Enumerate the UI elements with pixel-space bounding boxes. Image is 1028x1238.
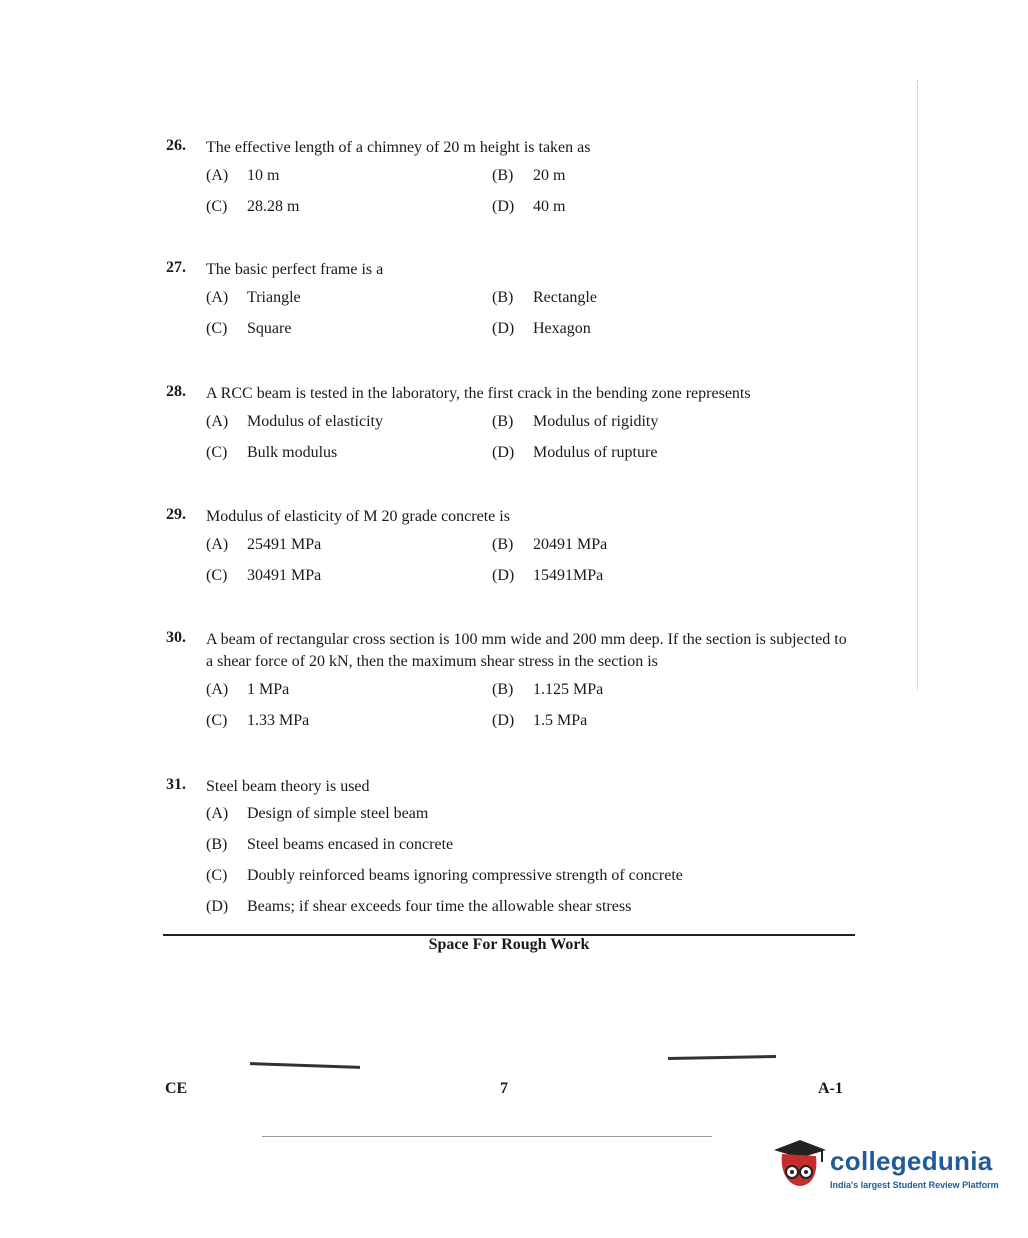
option-a: (A) Design of simple steel beam (206, 804, 429, 822)
question-number: 29. (166, 506, 186, 523)
question-text: A RCC beam is tested in the laboratory, the first crack in the bending zone represents (206, 385, 751, 402)
option-b: (B) 1.125 MPa (492, 681, 604, 698)
option-c: (C) Square (206, 320, 292, 337)
question-number: 30. (166, 629, 186, 646)
question-text: Steel beam theory is used (206, 778, 370, 795)
question-29 (166, 506, 866, 590)
option-c: (C) 28.28 m (206, 198, 300, 215)
option-c: (C) Bulk modulus (206, 444, 338, 461)
question-text: A beam of rectangular cross section is 100 mm wide and 200 mm deep. If the section is subjected to a shear force of 20 kN, then the maximum shear stress in the section is (206, 631, 847, 670)
option-c: (C) 1.33 MPa (206, 712, 310, 729)
margin-line (917, 80, 918, 690)
option-a: (A) Modulus of elasticity (206, 413, 383, 430)
option-a: (A) Triangle (206, 289, 301, 306)
question-text: Modulus of elasticity of M 20 grade concrete is (206, 508, 510, 525)
logo-wordmark: collegedunia (830, 1146, 993, 1176)
question-30 (166, 629, 856, 735)
scan-mark (250, 1062, 360, 1069)
footer-code: CE (165, 1080, 188, 1097)
question-28 (166, 383, 866, 467)
question-number: 31. (166, 776, 186, 793)
rough-work-heading: Space For Rough Work (428, 936, 590, 953)
question-text: The effective length of a chimney of 20 m height is taken as (206, 139, 591, 156)
question-27 (166, 259, 866, 343)
option-d: (D) Beams; if shear exceeds four time the allowable shear stress (206, 897, 632, 915)
option-a: (A) 25491 MPa (206, 536, 322, 553)
question-number: 27. (166, 259, 186, 276)
option-b: (B) Steel beams encased in concrete (206, 835, 454, 853)
option-b: (B) 20491 MPa (492, 536, 608, 553)
question-31 (166, 776, 866, 922)
option-c: (C) 30491 MPa (206, 567, 322, 584)
question-number: 28. (166, 383, 186, 400)
option-d: (D) Modulus of rupture (492, 444, 658, 461)
option-d: (D) Hexagon (492, 320, 591, 337)
question-26 (166, 137, 866, 221)
option-d: (D) 40 m (492, 198, 566, 215)
scan-mark (668, 1055, 776, 1060)
collegedunia-logo (770, 1132, 1000, 1202)
option-a: (A) 10 m (206, 167, 280, 184)
logo-tagline: India's largest Student Review Platform (830, 1180, 999, 1190)
option-a: (A) 1 MPa (206, 681, 290, 698)
option-c: (C) Doubly reinforced beams ignoring compressive strength of concrete (206, 866, 683, 884)
option-b: (B) 20 m (492, 167, 566, 184)
option-b: (B) Modulus of rigidity (492, 413, 659, 430)
question-number: 26. (166, 137, 186, 154)
footer-version: A-1 (818, 1080, 843, 1097)
mascot-icon (770, 1132, 828, 1196)
question-text: The basic perfect frame is a (206, 261, 384, 278)
option-d: (D) 15491MPa (492, 567, 604, 584)
footer-line (262, 1136, 712, 1137)
option-b: (B) Rectangle (492, 289, 597, 306)
page-number: 7 (500, 1080, 508, 1097)
option-d: (D) 1.5 MPa (492, 712, 588, 729)
